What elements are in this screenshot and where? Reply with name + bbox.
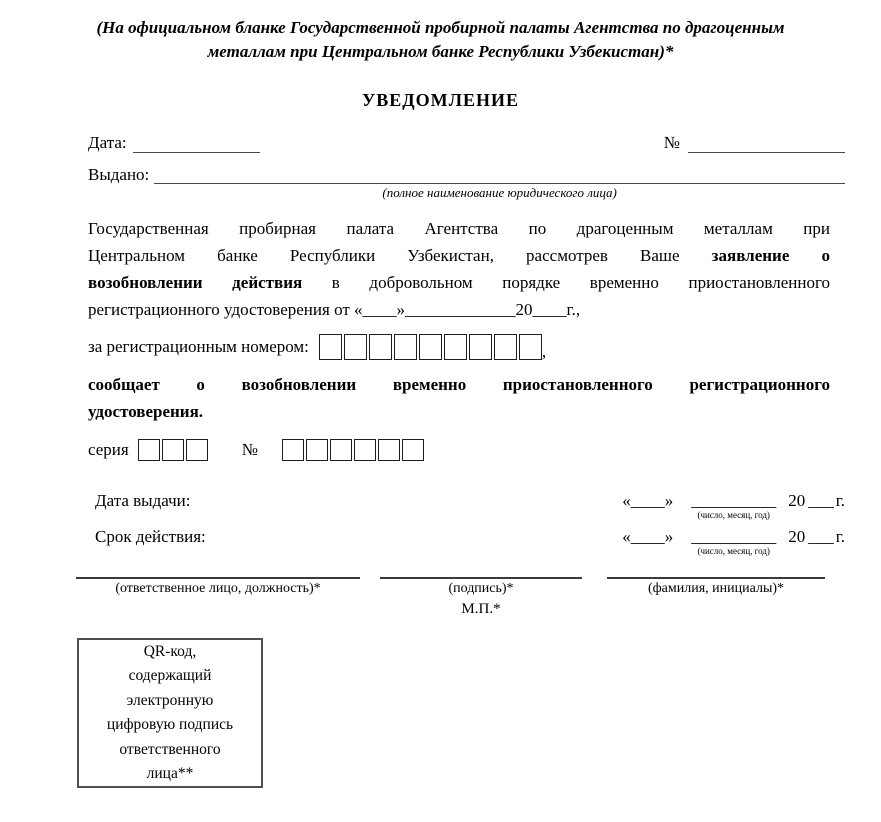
series-number-label: №: [241, 440, 258, 459]
series-number-row: [88, 439, 845, 461]
series-number-cells: [282, 439, 424, 461]
char-cell: [344, 334, 367, 360]
issued-label: Выдано:: [88, 165, 150, 184]
number-group: [664, 133, 845, 153]
issued-blank-column: [154, 165, 845, 201]
paragraph-bold-text: заявление о: [711, 246, 830, 265]
paragraph-line: [88, 269, 830, 296]
char-cell: [162, 439, 184, 461]
paragraph-text: в добровольном порядке временно приостановленного: [331, 273, 830, 292]
year-prefix: 20: [788, 491, 806, 510]
char-cell: [519, 334, 542, 360]
resume-statement: [88, 371, 830, 425]
char-cell: [469, 334, 492, 360]
qr-box-line: цифровую подпись: [106, 716, 234, 733]
char-cell: [306, 439, 328, 461]
month-blank-line: __________: [691, 527, 777, 546]
registration-number-label: за регистрационным номером:: [88, 337, 309, 356]
comma-text: ,: [541, 342, 547, 361]
day-quote-blank: «____»: [622, 527, 674, 546]
document-body: [0, 133, 881, 788]
signature-caption: (подпись)*: [448, 581, 514, 596]
year-blank: ___: [808, 491, 834, 510]
month-blank: [691, 491, 777, 520]
number-blank-line: [688, 134, 845, 153]
issue-date-label: Дата выдачи:: [95, 491, 191, 510]
stamp-caption: М.П.*: [461, 601, 501, 617]
number-label: №: [663, 133, 680, 152]
paragraph-line: [88, 242, 830, 269]
validity-date-row: [88, 527, 845, 556]
qr-box-line: содержащий: [128, 667, 212, 684]
signature-line: [380, 577, 582, 579]
resume-statement-line: удостоверения.: [88, 402, 204, 421]
signature-column: [380, 577, 582, 618]
registration-number-cells: [319, 334, 542, 360]
responsible-person-line: [76, 577, 360, 579]
paragraph-line: регистрационного удостоверения от «____»_____________20____г.,: [88, 300, 581, 319]
char-cell: [402, 439, 424, 461]
date-blank-line: [133, 134, 260, 153]
issue-date-row: [88, 491, 845, 520]
letterhead-note-line: (На официальном бланке Государственной пробирной палаты Агентства по драгоценным: [96, 18, 785, 37]
registration-number-row: [88, 331, 845, 363]
resume-statement-line: сообщает о возобновлении временно приостановленного регистрационного: [88, 375, 830, 394]
body-paragraph: [88, 215, 830, 323]
year-prefix: 20: [788, 527, 806, 546]
dates-section: [88, 491, 845, 556]
signature-section: [76, 577, 845, 618]
name-line: [607, 577, 825, 579]
char-cell: [330, 439, 352, 461]
name-column: [607, 577, 825, 618]
date-number-row: [88, 133, 845, 153]
paragraph-line: Государственная пробирная палата Агентства по драгоценным металлам при: [88, 219, 830, 238]
char-cell: [138, 439, 160, 461]
qr-code-placeholder-box: [77, 638, 263, 788]
responsible-person-column: [76, 577, 360, 618]
char-cell: [319, 334, 342, 360]
issue-date-pattern: [622, 491, 845, 520]
qr-box-line: QR-код,: [143, 642, 197, 660]
notification-document: [0, 16, 881, 822]
qr-box-line: электронную: [126, 691, 214, 709]
year-suffix: г.: [835, 491, 845, 510]
validity-date-pattern: [622, 527, 845, 556]
issued-to-row: [88, 165, 845, 201]
char-cell: [419, 334, 442, 360]
series-cells: [138, 439, 208, 461]
char-cell: [494, 334, 517, 360]
date-format-caption: (число, месяц, год): [697, 510, 770, 520]
date-format-caption: (число, месяц, год): [697, 546, 770, 556]
document-title: УВЕДОМЛЕНИЕ: [361, 90, 520, 110]
year-blank: ___: [808, 527, 834, 546]
char-cell: [282, 439, 304, 461]
paragraph-text: Центральном банке Республики Узбекистан, рассмотрев Ваше: [88, 246, 680, 265]
month-blank-line: __________: [691, 491, 777, 510]
name-caption: (фамилия, инициалы)*: [647, 581, 785, 596]
issued-caption: (полное наименование юридического лица): [382, 185, 617, 200]
issued-blank-line: [154, 165, 845, 184]
char-cell: [186, 439, 208, 461]
month-blank: [691, 527, 777, 556]
day-quote-blank: «____»: [622, 491, 674, 510]
series-label: серия: [88, 440, 129, 459]
qr-box-line: лица**: [146, 765, 194, 782]
date-label: Дата:: [88, 133, 127, 152]
char-cell: [369, 334, 392, 360]
qr-box-line: ответственного: [119, 740, 221, 758]
official-letterhead-note: [0, 16, 881, 64]
paragraph-bold-text: возобновлении действия: [88, 273, 303, 292]
char-cell: [394, 334, 417, 360]
char-cell: [354, 439, 376, 461]
char-cell: [378, 439, 400, 461]
responsible-person-caption: (ответственное лицо, должность)*: [115, 581, 321, 596]
year-suffix: г.: [835, 527, 845, 546]
letterhead-note-line: металлам при Центральном банке Республики Узбекистан)*: [207, 42, 674, 61]
validity-label: Срок действия:: [95, 527, 206, 546]
char-cell: [444, 334, 467, 360]
